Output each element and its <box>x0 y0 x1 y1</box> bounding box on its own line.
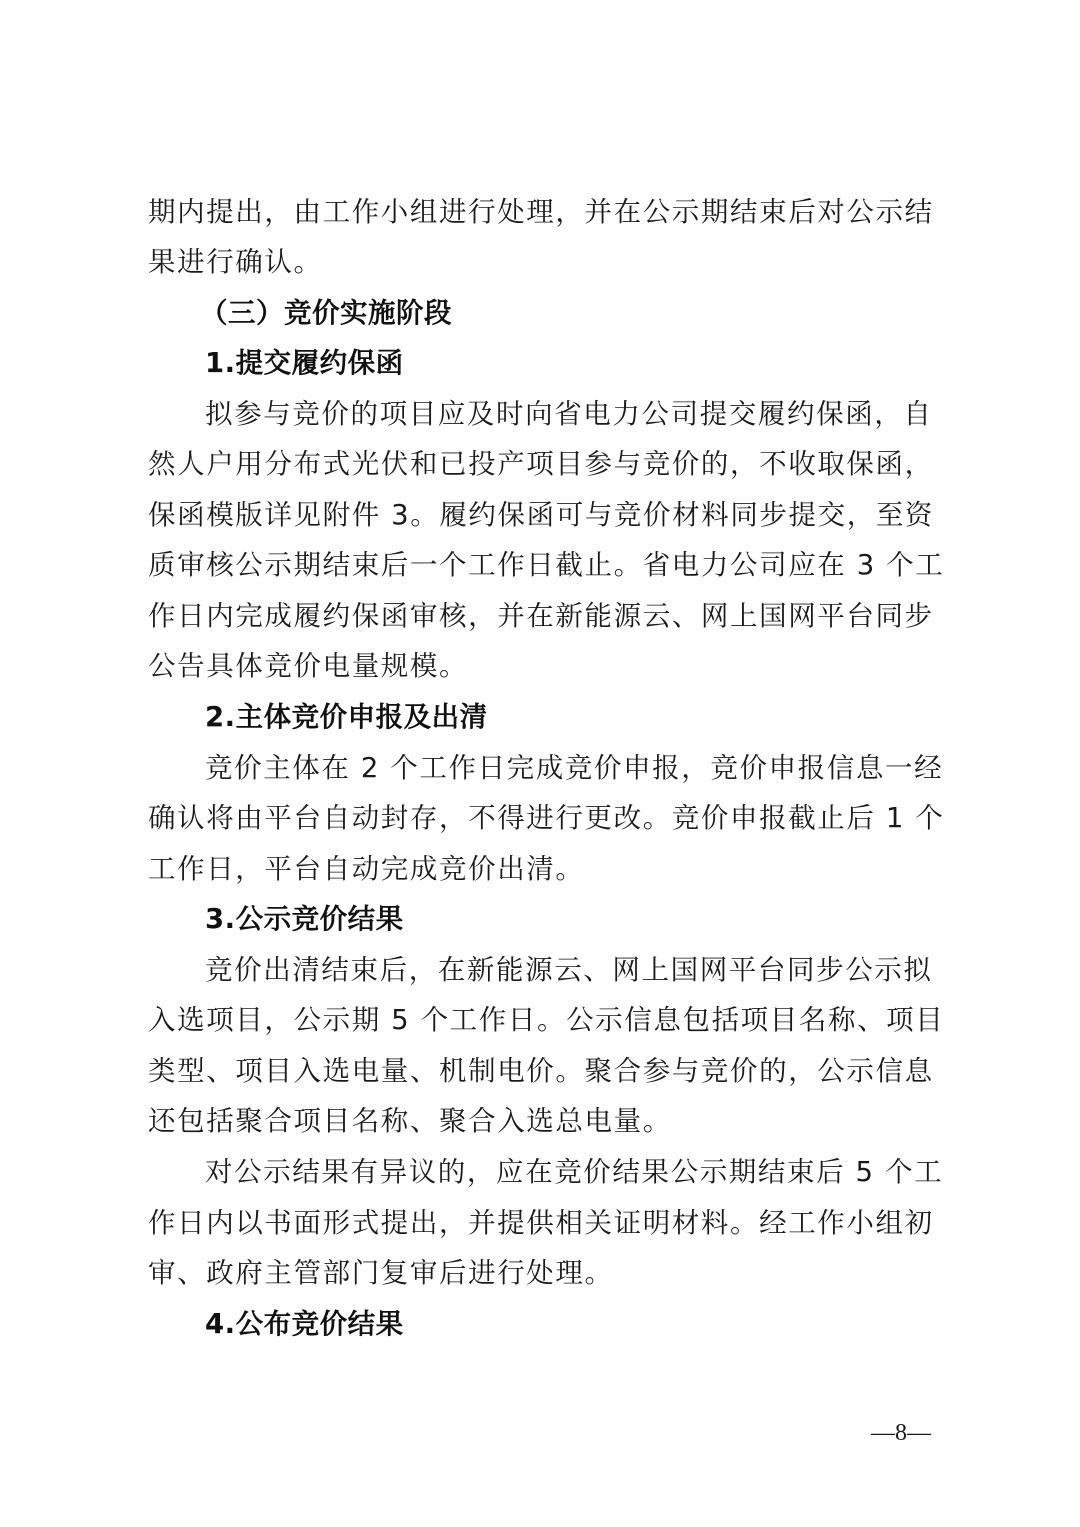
paragraph-line: 然人户用分布式光伏和已投产项目参与竞价的，不收取保函， <box>148 448 934 480</box>
paragraph-line: 竞价出清结束后，在新能源云、网上国网平台同步公示拟 <box>205 954 933 986</box>
subheading-bid-declaration: 2.主体竞价申报及出清 <box>205 701 488 733</box>
paragraph-line: 工作日，平台自动完成竞价出清。 <box>148 853 585 885</box>
paragraph-line: 公告具体竞价电量规模。 <box>148 650 469 682</box>
page-number: —8— <box>871 1420 931 1446</box>
paragraph-line: 作日内以书面形式提出，并提供相关证明材料。经工作小组初 <box>148 1207 934 1239</box>
paragraph-line: 审、政府主管部门复审后进行处理。 <box>148 1257 614 1289</box>
paragraph-line: 作日内完成履约保函审核，并在新能源云、网上国网平台同步 <box>148 600 934 632</box>
paragraph-line: 竞价主体在 2 个工作日完成竞价申报，竞价申报信息一经 <box>205 752 944 784</box>
paragraph-line: 质审核公示期结束后一个工作日截止。省电力公司应在 3 个工 <box>148 549 945 581</box>
paragraph-line: 保函模版详见附件 3。履约保函可与竞价材料同步提交，至资 <box>148 499 935 531</box>
paragraph-line: 对公示结果有异议的，应在竞价结果公示期结束后 5 个工 <box>205 1156 944 1188</box>
paragraph-line: 入选项目，公示期 5 个工作日。公示信息包括项目名称、项目 <box>148 1004 945 1036</box>
paragraph-line: 类型、项目入选电量、机制电价。聚合参与竞价的，公示信息 <box>148 1055 934 1087</box>
subheading-submit-guarantee: 1.提交履约保函 <box>205 347 404 379</box>
section-heading: （三）竞价实施阶段 <box>200 297 452 329</box>
subheading-announce-results: 4.公布竞价结果 <box>205 1308 404 1340</box>
subheading-publicize-results: 3.公示竞价结果 <box>205 903 404 935</box>
paragraph-line: 还包括聚合项目名称、聚合入选总电量。 <box>148 1105 672 1137</box>
paragraph-line: 确认将由平台自动封存，不得进行更改。竞价申报截止后 1 个 <box>148 802 945 834</box>
paragraph-line: 果进行确认。 <box>148 246 323 278</box>
paragraph-line: 拟参与竞价的项目应及时向省电力公司提交履约保函，自 <box>205 398 933 430</box>
paragraph-line: 期内提出，由工作小组进行处理，并在公示期结束后对公示结 <box>148 196 934 228</box>
